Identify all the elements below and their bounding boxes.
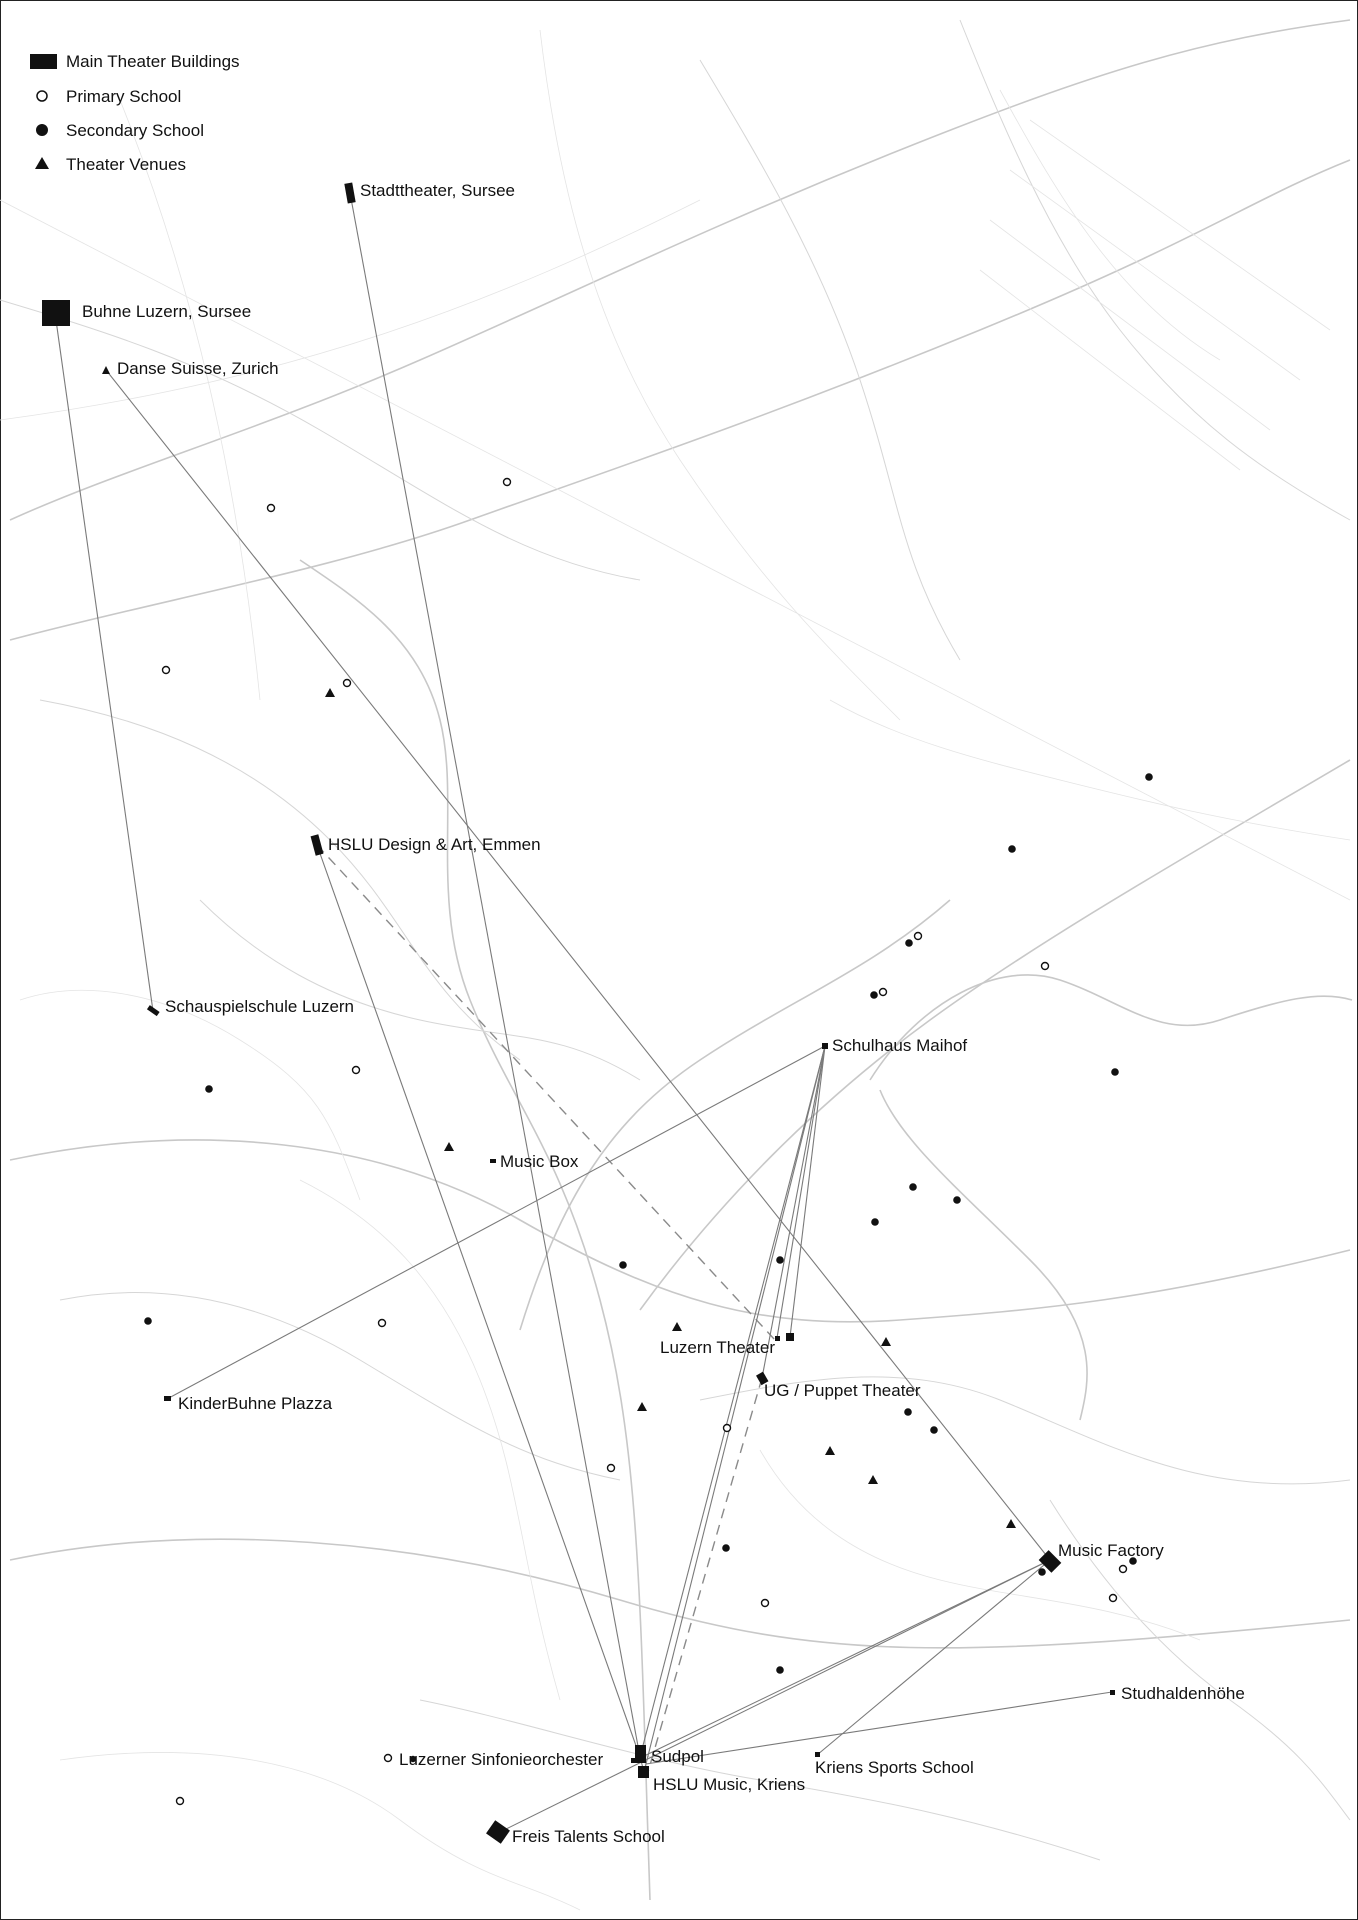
primary-school-marker [1042, 963, 1049, 970]
label-danse-suisse: Danse Suisse, Zurich [117, 359, 279, 378]
connection-line [350, 193, 640, 1757]
label-sinfonieorchester: Luzerner Sinfonieorchester [399, 1750, 604, 1769]
primary-school-marker [762, 1600, 769, 1607]
theater-venue-marker [637, 1402, 647, 1411]
building-kinderbuhne-marker [164, 1396, 171, 1401]
building-studhaldenhohe-marker [1110, 1690, 1115, 1695]
primary-school-marker [353, 1067, 360, 1074]
connection-line [640, 1046, 825, 1757]
secondary-school-marker [1008, 845, 1016, 853]
building-freis-talents-marker [486, 1820, 510, 1843]
building-luzern-theater-marker-small [775, 1336, 780, 1341]
primary-school-marker [163, 667, 170, 674]
label-ug-puppet: UG / Puppet Theater [764, 1381, 921, 1400]
primary-schools [163, 479, 1127, 1805]
connection-line [777, 1046, 825, 1338]
legend-label-primary-school: Primary School [66, 87, 182, 106]
primary-school-marker [608, 1465, 615, 1472]
legend-triangle-symbol [35, 157, 49, 169]
primary-school-marker [385, 1755, 392, 1762]
label-sudpol: Sudpol [651, 1747, 704, 1766]
secondary-school-marker [776, 1666, 784, 1674]
theater-venue-marker [868, 1475, 878, 1484]
label-buhne-luzern: Buhne Luzern, Sursee [82, 302, 252, 321]
legend-label-theater-venues: Theater Venues [66, 155, 187, 174]
theater-venue-marker [672, 1322, 682, 1331]
connection-line-dashed [317, 845, 775, 1340]
secondary-school-marker [871, 1218, 879, 1226]
building-schauspielschule-marker [147, 1005, 160, 1016]
secondary-school-marker [1145, 773, 1153, 781]
secondary-school-marker [953, 1196, 961, 1204]
building-music-box-marker [490, 1159, 496, 1163]
building-stadttheater-marker [344, 182, 355, 203]
secondary-school-marker [905, 939, 913, 947]
theater-venue-marker [881, 1337, 891, 1346]
primary-school-marker [1120, 1566, 1127, 1573]
secondary-school-marker [1038, 1568, 1046, 1576]
connection-line-dashed [648, 1378, 762, 1772]
primary-school-marker [504, 479, 511, 486]
secondary-school-marker [909, 1183, 917, 1191]
building-hslu-music-marker [638, 1766, 649, 1778]
secondary-school-marker [870, 991, 878, 999]
place-labels [82, 181, 1245, 1846]
connection-line [790, 1046, 825, 1337]
theater-venue-marker [1006, 1519, 1016, 1528]
primary-school-marker [724, 1425, 731, 1432]
label-music-box: Music Box [500, 1152, 579, 1171]
secondary-schools [144, 773, 1153, 1762]
theater-venue-marker [102, 366, 110, 374]
primary-school-marker [379, 1320, 386, 1327]
legend-rect-symbol [30, 54, 57, 69]
building-sudpol-marker [635, 1745, 646, 1763]
theater-venue-marker [444, 1142, 454, 1151]
label-schulhaus-maihof: Schulhaus Maihof [832, 1036, 968, 1055]
label-kinderbuhne: KinderBuhne Plazza [178, 1394, 333, 1413]
secondary-school-marker [1111, 1068, 1119, 1076]
label-hslu-design: HSLU Design & Art, Emmen [328, 835, 541, 854]
primary-school-marker [268, 505, 275, 512]
legend-label-main-theater: Main Theater Buildings [66, 52, 240, 71]
building-luzern-theater-marker [786, 1333, 794, 1341]
label-kriens-sports: Kriens Sports School [815, 1758, 974, 1777]
secondary-school-marker [144, 1317, 152, 1325]
connection-line [55, 313, 153, 1011]
connection-line [644, 1046, 825, 1772]
label-stadttheater: Stadttheater, Sursee [360, 181, 515, 200]
label-hslu-music: HSLU Music, Kriens [653, 1775, 806, 1794]
building-buhne-luzern-marker [42, 300, 70, 326]
primary-school-marker [344, 680, 351, 687]
building-sudpol-marker-small [631, 1758, 636, 1763]
primary-school-marker [177, 1798, 184, 1805]
primary-school-marker [915, 933, 922, 940]
building-kriens-sports-marker [815, 1752, 820, 1757]
connection-line [642, 1560, 1050, 1757]
secondary-school-marker [930, 1426, 938, 1434]
legend-filled-circle-symbol [36, 124, 48, 136]
legend [30, 52, 240, 174]
legend-open-circle-symbol [37, 91, 47, 101]
primary-school-marker [1110, 1595, 1117, 1602]
secondary-school-marker [776, 1256, 784, 1264]
primary-school-marker [880, 989, 887, 996]
secondary-school-marker [205, 1085, 213, 1093]
label-freis-talents: Freis Talents School [512, 1827, 665, 1846]
label-music-factory: Music Factory [1058, 1541, 1164, 1560]
secondary-school-marker [619, 1261, 627, 1269]
theater-venue-marker [825, 1446, 835, 1455]
label-luzern-theater: Luzern Theater [660, 1338, 775, 1357]
label-schauspielschule: Schauspielschule Luzern [165, 997, 355, 1016]
label-studhaldenhohe: Studhaldenhöhe [1121, 1684, 1245, 1703]
connection-line [762, 1046, 825, 1378]
building-hslu-design-marker [311, 834, 324, 855]
theater-venue-marker [325, 688, 335, 697]
secondary-school-marker [722, 1544, 730, 1552]
legend-label-secondary-school: Secondary School [66, 121, 204, 140]
secondary-school-marker [904, 1408, 912, 1416]
building-schulhaus-maihof-marker [822, 1043, 828, 1049]
